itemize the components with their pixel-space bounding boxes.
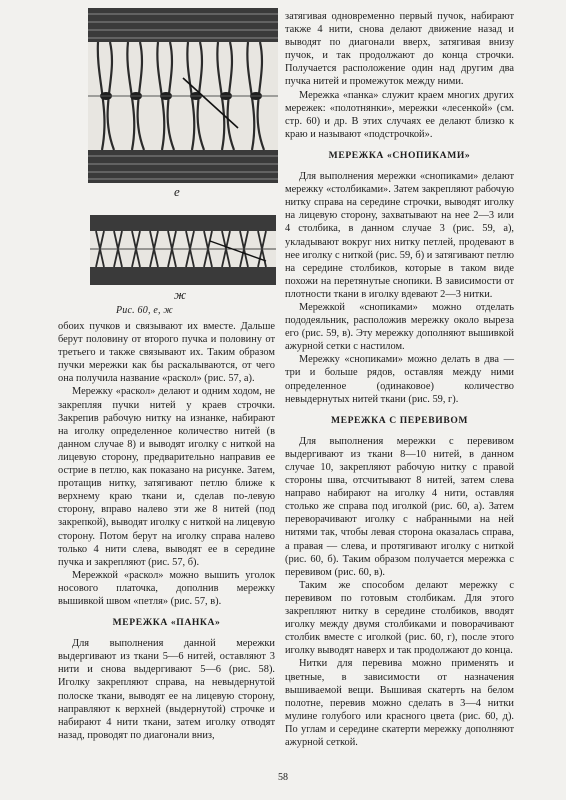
figure-caption: Рис. 60, е, ж (116, 305, 173, 316)
paragraph: Нитки для перевива можно применять и цветные, в зависимости от назначения вышиваемой вещи. Вышивая скатерть на белом полотне, перевив можно сделать в 3—4 нитки мулине голубого или красного цвета (рис. 60, д). По углам и середине скатерти мережку дополняют ажурной сеткой. (285, 658, 514, 748)
paragraph: Мережка «панка» служит краем многих других мережек: «полотнянки», мережки «лесенкой» (см. стр. 60) и др. В этих случаях ее делают близко к краю и называют «подстрочкой». (285, 89, 514, 140)
paragraph: Мережку «раскол» делают и одним ходом, не закрепляя пучки нитей у краев строчки. Закрепив рабочую нитку на изнанке, набирают на иголку определенное количество нитей (в данном случае 8) и выводят иголку с ниткой на лицевую сторону, предварительно направив ее острие в петлю, как показано на рисунке. Затем, протащив нитку, затягивают петлю ближе к верхнему краю ткани и, сделав по-левую сторону, вправо налево эти же 8 нитей (под закрепкой), выводят иголку с ниткой на лицевую сторону. Потом берут на иголку справа налево только 4 нити слева, выводят ее в середине пучка и закрепляют (рис. 57, б). (58, 386, 275, 568)
page-number: 58 (278, 772, 288, 783)
section-heading: МЕРЕЖКА «ПАНКА» (112, 617, 221, 629)
paragraph: Таким же способом делают мережку с перевивом по готовым столбикам. Для этого закрепляют нитку в середине столбиков, вводят иголку между двумя столбиками и поворачивают столбик вместе с иголкой (рис. 60, г), после этого иголку выводят наверх и так продолжают до конца. (285, 579, 514, 657)
paragraph: Для выполнения мережки с перевивом выдергивают из ткани 8—10 нитей, в данном случае 10, закрепляют рабочую нитку с правой стороны шва, отсчитывают 8 нитей, затем слева направо набирают на иголку 4 нити, оставляя столько же справа под иголкой (рис. 60, а). Затем переворачивают иголку с набранными на ней нитями так, чтобы левая сторона оказалась справа, а правая — слева, и протягивают иголку с ниткой (рис. 60, б). Таким образом получается мережка с перевивом (рис. 60, в). (285, 435, 514, 578)
embroidery-illustration-zh (90, 215, 276, 285)
left-column (58, 320, 275, 742)
section-heading: МЕРЕЖКА С ПЕРЕВИВОМ (330, 414, 469, 426)
paragraph: Мережку «снопиками» можно делать в два — три и больше рядов, оставляя между ними определенное (одинаковое) количество невыдернутых нитей ткани (рис. 59, г). (285, 354, 514, 405)
right-column (285, 10, 514, 749)
section-heading: МЕРЕЖКА «СНОПИКАМИ» (328, 149, 471, 161)
figure-60 (88, 8, 278, 318)
paragraph: Для выполнения данной мережки выдергивают из ткани 5—6 нитей, оставляют 3 нити и снова выдергивают 5—6 (рис. 58). Иголку закрепляют справа, на невыдернутой полоске ткани, выводят ее на лицевую сторону, направляют к верхней (выдернутой) строчке и набирают 4 нити ткани, затем иголку отводят назад, проводят по диагонали вниз, (58, 638, 275, 741)
paragraph: Мережкой «раскол» можно вышить уголок носового платочка, дополнив мережку вышивкой швом «петля» (рис. 57, в). (58, 569, 275, 607)
paragraph: затягивая одновременно первый пучок, набирают также 4 нити, снова делают движение назад и выводят по диагонали вверх, затягивая внизу пучок, и так продолжают до конца строчки. Получается расположение один над другим два пучка нитей и промежуток между ними. (285, 11, 514, 88)
embroidery-illustration-e (88, 8, 278, 183)
figure-label-e: е (174, 184, 180, 199)
figure-label-zh: ж (174, 287, 187, 302)
paragraph: обоих пучков и связывают их вместе. Дальше берут половину от второго пучка и половину от третьего и также связывают их. Таким образом пучки мережки как бы раскалываются, от чего она получила название «раскол» (рис. 57, а). (58, 321, 275, 385)
paragraph: Для выполнения мережки «снопиками» делают мережку «столбиками». Затем закрепляют рабочую нитку справа на середине строчки, выводят иголку на лицевую сторону, захватывают на нее 2—3 или 4 столбика, в данном случае 3 (рис. 59, а), укладывают вокруг них нитку петлей, продевают в нее иголку с ниткой (рис. 59, б) и затягивают петлю на середине столбиков, которые в таком виде похожи на перетянутые снопики. В зависимости от плотности ткани в иголку вдевают 2—3 нитки. (285, 171, 514, 300)
paragraph: Мережкой «снопиками» можно отделать пододеяльник, расположив мережку около выреза его (рис. 59, в). Эту мережку дополняют вышивкой ажурной сетки с настилом. (285, 301, 514, 353)
